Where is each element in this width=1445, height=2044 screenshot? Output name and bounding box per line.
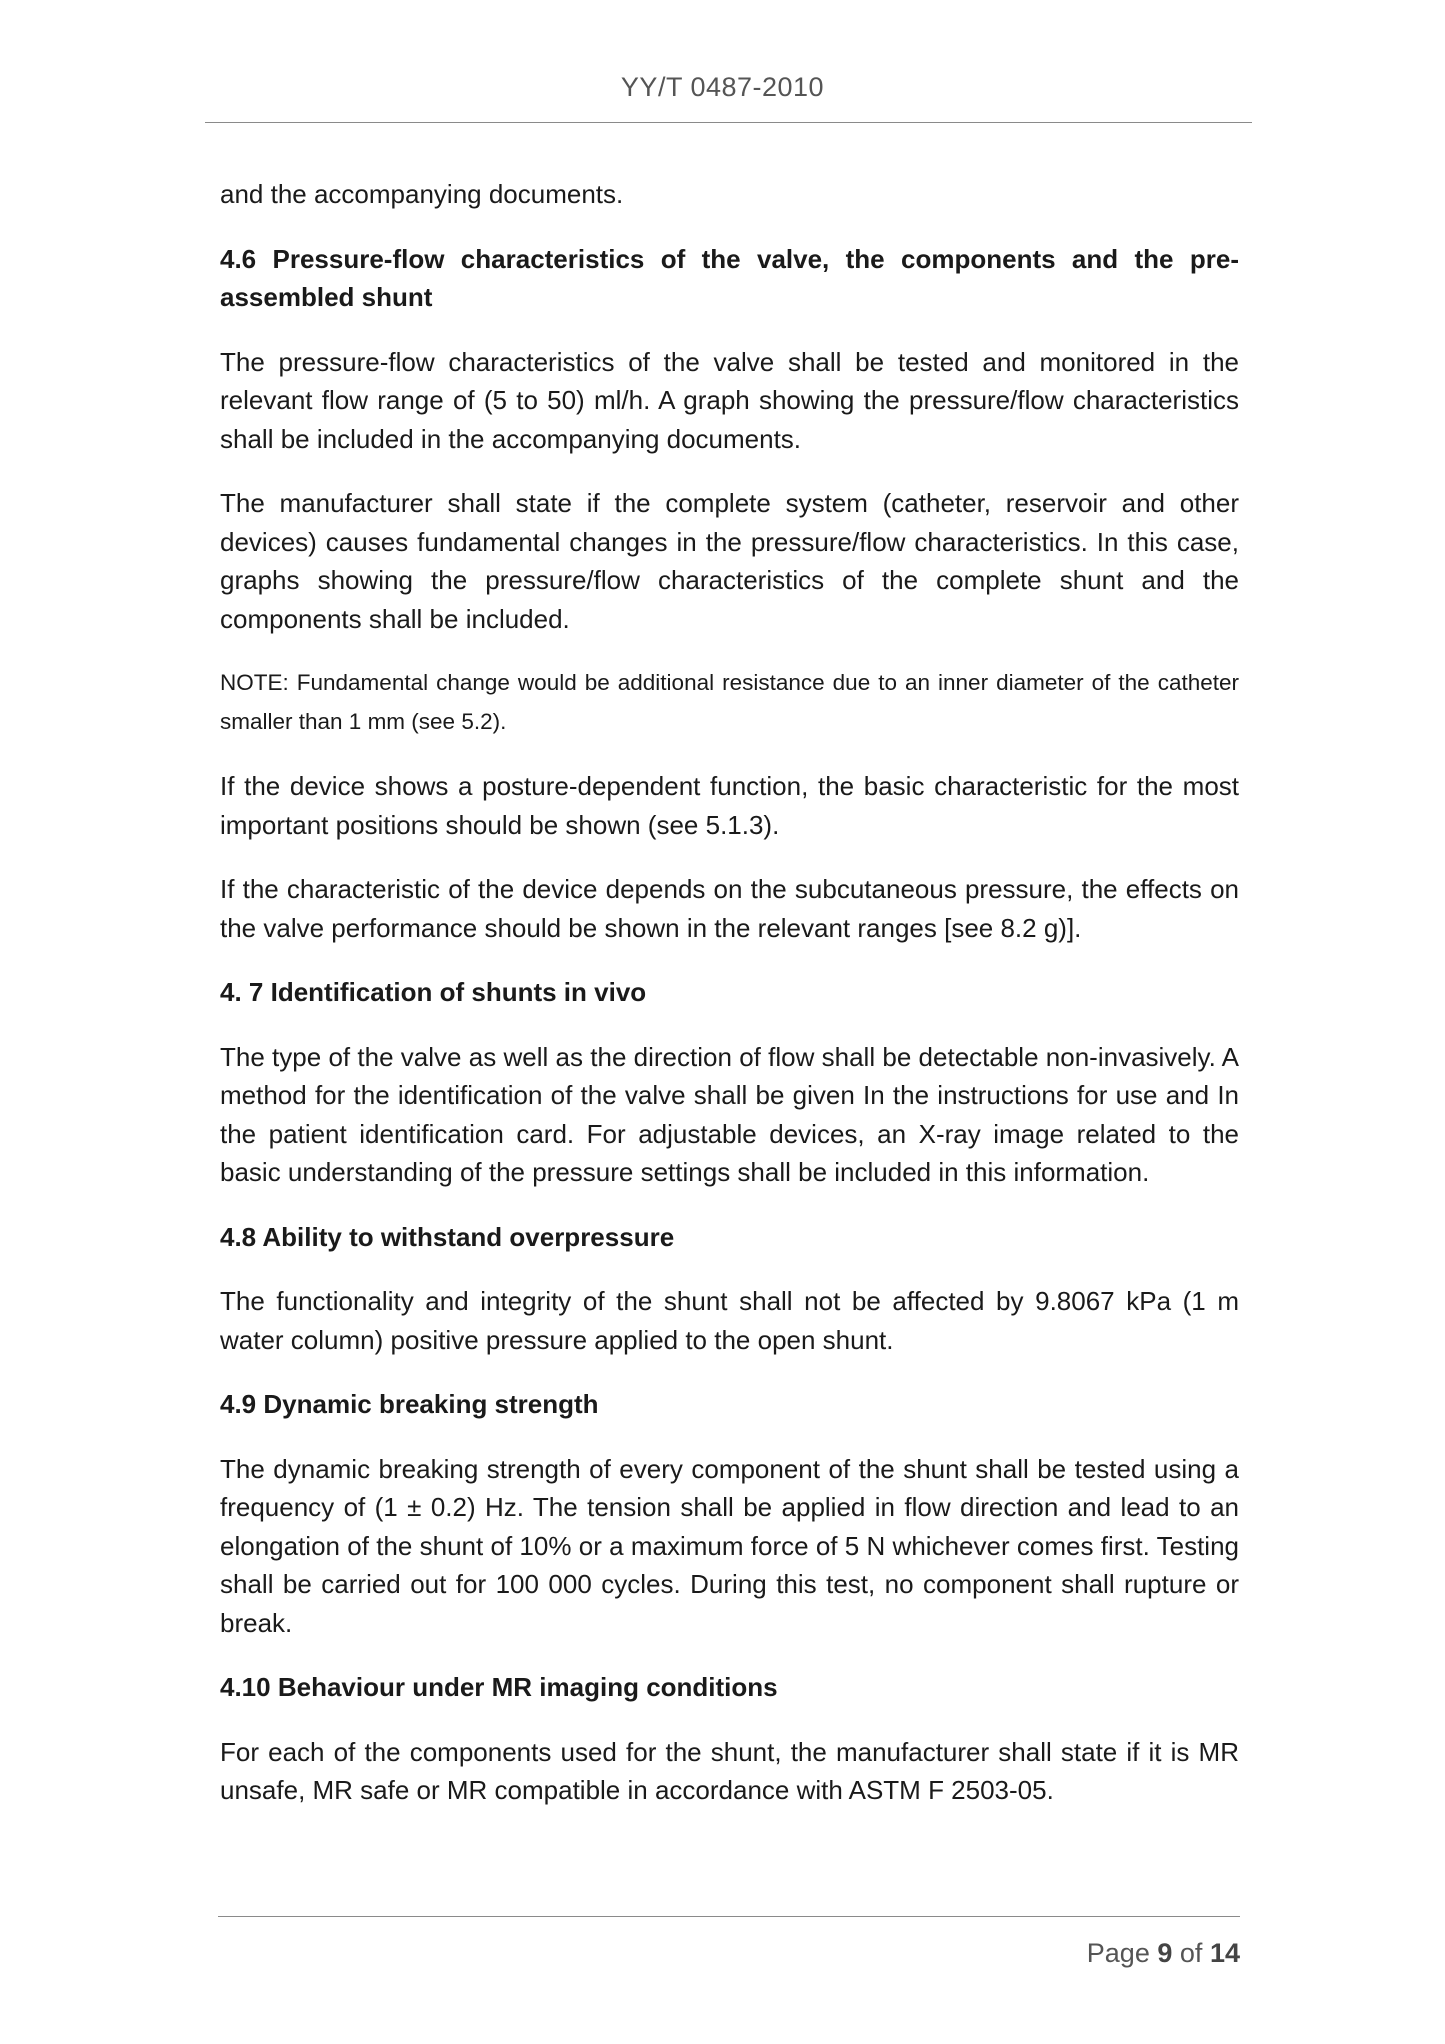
section-4-9-heading: 4.9 Dynamic breaking strength bbox=[220, 1389, 599, 1419]
page-counter bbox=[1087, 1938, 1240, 1969]
footer-divider bbox=[218, 1916, 1240, 1917]
header-divider bbox=[205, 122, 1252, 123]
section-4-8-paragraph-1: The functionality and integrity of the shunt shall not be affected by 9.8067 kPa (1 m water column) positive pressure applied to the open shunt. bbox=[220, 1286, 1239, 1355]
section-4-9-paragraph-1: The dynamic breaking strength of every component of the shunt shall be tested using a frequency of (1 ± 0.2) Hz. The tension shall be applied in flow direction and lead to an elongation of the shunt of 10% or a maximum force of 5 N whichever comes first. Testing shall be carried out for 100 000 cycles. During this test, no component shall rupture or break. bbox=[220, 1453, 1239, 1638]
page-body bbox=[220, 175, 1239, 1810]
running-header: YY/T 0487-2010 bbox=[620, 72, 825, 102]
total-page-count: 14 bbox=[1209, 1938, 1240, 1968]
section-4-7-paragraph-1: The type of the valve as well as the direction of flow shall be detectable non-invasively. A method for the identification of the valve shall be given In the instructions for use and In the patient identification card. For adjustable devices, an X-ray image related to the basic understanding of the pressure settings shall be included in this information. bbox=[220, 1041, 1239, 1187]
section-4-6-paragraph-1: The pressure-flow characteristics of the valve shall be tested and monitored in the relevant flow range of (5 to 50) ml/h. A graph showing the pressure/flow characteristics shall be included in the accompanying documents. bbox=[220, 346, 1239, 454]
page-word: Page bbox=[1086, 1938, 1150, 1968]
section-4-10-heading: 4.10 Behaviour under MR imaging conditions bbox=[220, 1672, 778, 1702]
section-4-6-note: NOTE: Fundamental change would be additional resistance due to an inner diameter of the catheter smaller than 1 mm (see 5.2). bbox=[220, 670, 1239, 734]
section-4-6-paragraph-2: The manufacturer shall state if the complete system (catheter, reservoir and other devices) causes fundamental changes in the pressure/flow characteristics. In this case, graphs showing the pressure/flow characteristics of the complete shunt and the components shall be included. bbox=[220, 488, 1239, 634]
section-4-8-heading: 4.8 Ability to withstand overpressure bbox=[220, 1221, 675, 1252]
section-4-6-paragraph-3: If the device shows a posture-dependent function, the basic characteristic for the most important positions should be shown (see 5.1.3). bbox=[220, 771, 1239, 840]
of-word: of bbox=[1179, 1938, 1203, 1968]
section-4-6-heading: 4.6 Pressure-flow characteristics of the valve, the components and the pre-assembled shunt bbox=[220, 243, 1239, 312]
section-4-6-paragraph-4: If the characteristic of the device depends on the subcutaneous pressure, the effects on the valve performance should be shown in the relevant ranges [see 8.2 g)]. bbox=[220, 874, 1239, 943]
section-4-7-heading: 4. 7 Identification of shunts in vivo bbox=[220, 977, 647, 1007]
intro-text: and the accompanying documents. bbox=[220, 179, 624, 209]
section-4-10-paragraph-1: For each of the components used for the shunt, the manufacturer shall state if it is MR unsafe, MR safe or MR compatible in accordance with ASTM F 2503-05. bbox=[220, 1736, 1239, 1805]
current-page-number: 9 bbox=[1157, 1938, 1173, 1968]
